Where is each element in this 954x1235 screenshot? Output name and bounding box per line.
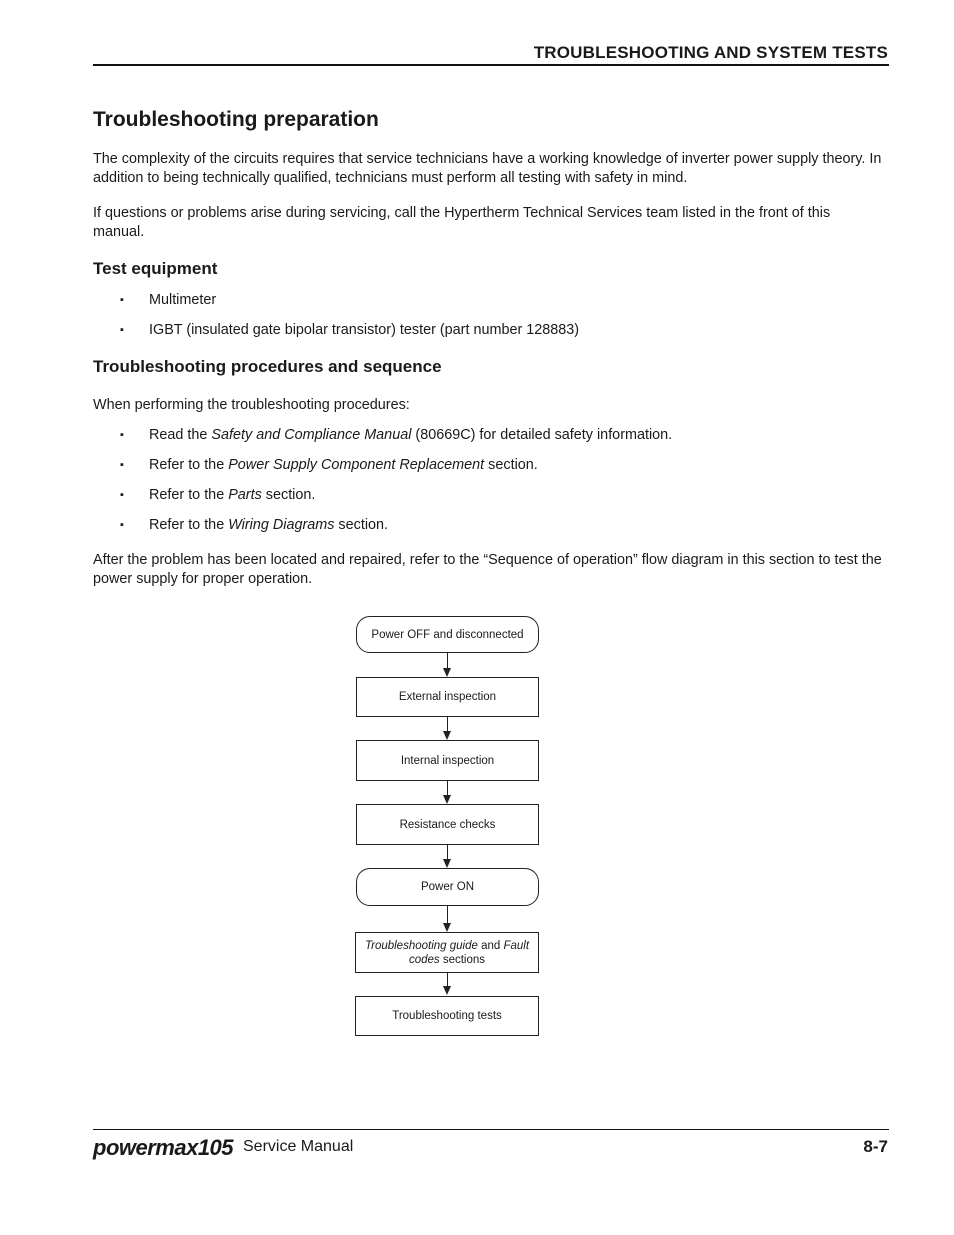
- bullet-icon: ▪: [120, 294, 124, 306]
- list-item-text: Refer to the Power Supply Component Replacement section.: [149, 457, 538, 473]
- footer-brand-logo: powermax105: [93, 1135, 234, 1160]
- procedures-lead: When performing the troubleshooting procedures:: [93, 397, 410, 413]
- intro-paragraph-2: If questions or problems arise during servicing, call the Hypertherm Technical Services team listed in the front of this manual.: [93, 205, 831, 240]
- flow-connector: [447, 845, 448, 860]
- footer-rule: [93, 1129, 889, 1130]
- flow-connector: [447, 653, 448, 669]
- flow-step-external-inspection: External inspection: [356, 677, 539, 717]
- flow-connector: [447, 781, 448, 796]
- page-title: Troubleshooting preparation: [93, 108, 379, 131]
- flow-arrowhead: [443, 986, 451, 995]
- flow-arrowhead: [443, 731, 451, 740]
- list-item-text: Read the Safety and Compliance Manual (80669C) for detailed safety information.: [149, 427, 673, 443]
- list-item-text: Refer to the Parts section.: [149, 487, 316, 503]
- bullet-icon: ▪: [120, 459, 124, 471]
- intro-paragraph-1: The complexity of the circuits requires that service technicians have a working knowledge of inverter power supply theory. In addition to being technically qualified, technicians must perform all testing with safety in mind.: [93, 151, 882, 186]
- list-item-text: IGBT (insulated gate bipolar transistor) tester (part number 128883): [149, 322, 580, 338]
- flow-step-power-off: Power OFF and disconnected: [356, 616, 539, 653]
- list-item-text: Multimeter: [149, 292, 217, 308]
- flow-step-troubleshooting-tests: Troubleshooting tests: [355, 996, 539, 1036]
- bullet-icon: ▪: [120, 519, 124, 531]
- flow-arrowhead: [443, 795, 451, 804]
- flow-step-internal-inspection: Internal inspection: [356, 740, 539, 781]
- test-equipment-heading: Test equipment: [93, 259, 218, 278]
- header-section-title: TROUBLESHOOTING AND SYSTEM TESTS: [533, 43, 888, 62]
- flow-connector: [447, 973, 448, 987]
- flow-arrowhead: [443, 859, 451, 868]
- flow-step-power-on: Power ON: [356, 868, 539, 906]
- flow-step-resistance-checks: Resistance checks: [356, 804, 539, 845]
- flow-arrowhead: [443, 668, 451, 677]
- list-item-text: Refer to the Wiring Diagrams section.: [149, 517, 389, 533]
- header-rule: [93, 64, 889, 66]
- flow-step-troubleshooting-guide: [355, 932, 539, 973]
- bullet-icon: ▪: [120, 489, 124, 501]
- bullet-icon: ▪: [120, 429, 124, 441]
- flow-connector: [447, 906, 448, 924]
- flow-arrowhead: [443, 923, 451, 932]
- procedures-heading: Troubleshooting procedures and sequence: [93, 357, 442, 376]
- flow-connector: [447, 717, 448, 732]
- flow-step-text: Troubleshooting guide and Fault codes sections: [364, 939, 530, 966]
- footer-page-number: 8-7: [863, 1137, 888, 1156]
- footer-doc-title: Service Manual: [243, 1138, 354, 1155]
- procedures-closing: After the problem has been located and repaired, refer to the “Sequence of operation” flow diagram in this section to test the power supply for proper operation.: [93, 552, 882, 587]
- bullet-icon: ▪: [120, 324, 124, 336]
